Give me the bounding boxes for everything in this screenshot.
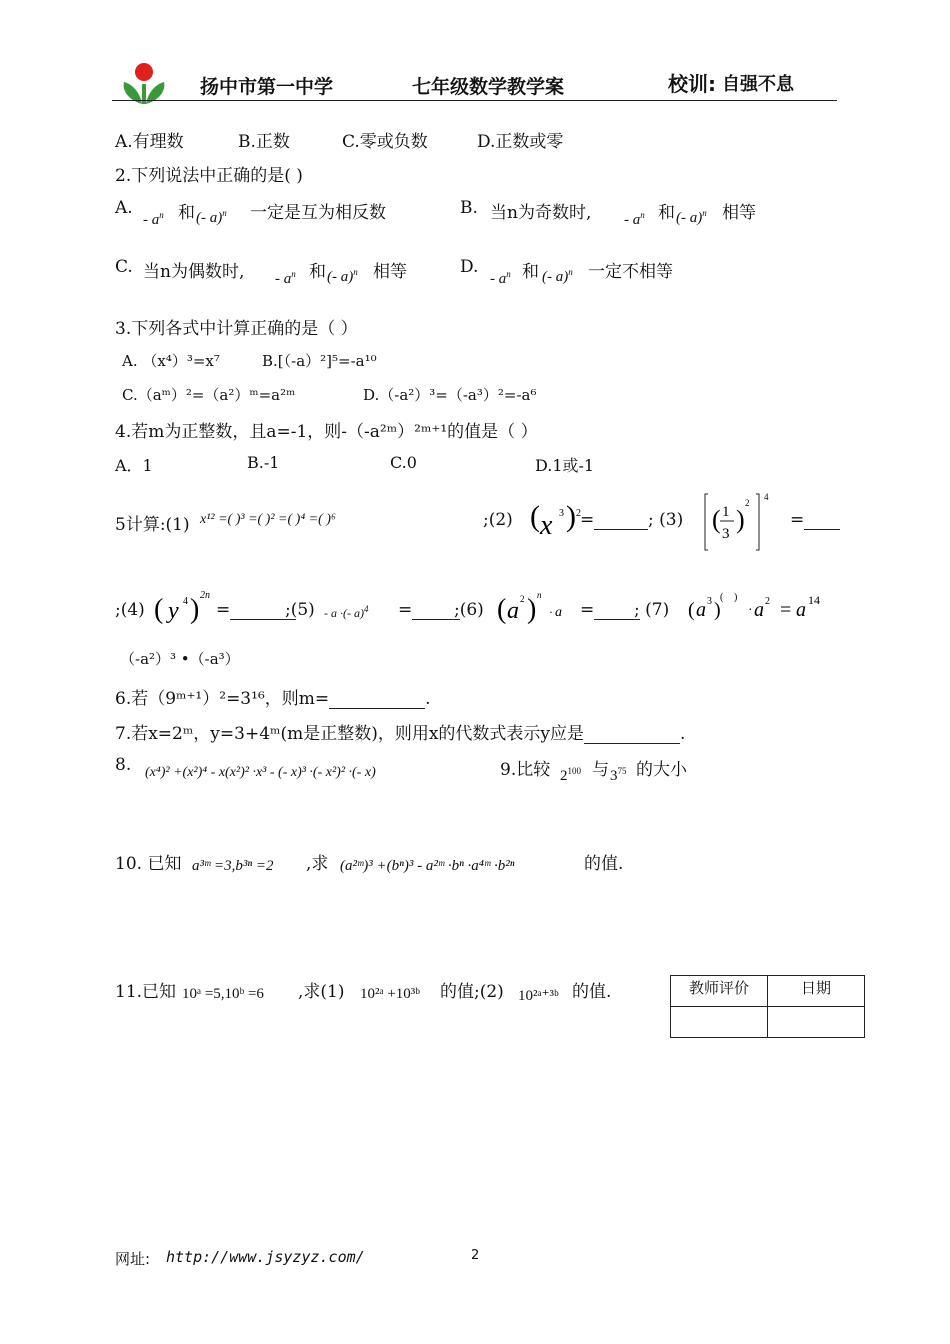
q4-option-a: A．1 (115, 456, 153, 475)
grade-table-date-cell[interactable] (768, 1007, 865, 1038)
q2-a-label: A. (115, 198, 133, 218)
q5-part5-label: ;(5) (285, 600, 315, 620)
q9-text1: 9.比较 (500, 760, 551, 780)
svg-text:4: 4 (183, 596, 188, 607)
q5-label: 5计算:(1) (115, 515, 190, 535)
logo-sun (135, 63, 153, 81)
q3-option-b: B.[（-a）²]⁵=-a¹⁰ (262, 352, 377, 370)
q2-c-he: 和 (309, 262, 326, 282)
q10-text1: 10. 已知 (115, 854, 182, 874)
svg-text:·: · (748, 603, 753, 618)
q6-blank[interactable] (329, 692, 425, 709)
svg-text:(: ( (497, 594, 507, 625)
q5-part4-label: ;(4) (115, 600, 145, 620)
q3-option-d: D.（-a²）³=（-a³）²=-a⁶ (363, 386, 537, 404)
q2-a-text: 一定是互为相反数 (250, 203, 386, 223)
grade-table-teacher-cell[interactable] (671, 1007, 768, 1038)
svg-text:): ) (190, 594, 200, 625)
q6-text: 6.若（9ᵐ⁺¹）²=3¹⁶，则m= . (115, 689, 431, 709)
q7-text: 7.若x=2ᵐ，y=3+4ᵐ(m是正整数)，则用x的代数式表示y应是 . (115, 724, 686, 744)
q5-part1-expr: x¹² =( )³ =( )² =( )⁴ =( )⁶ (200, 512, 336, 527)
svg-text:2n: 2n (200, 590, 210, 601)
q2-b-expr2: (- a)$^n$ (676, 208, 707, 226)
q8-label: 8. (115, 755, 132, 775)
svg-text:y: y (168, 598, 179, 624)
q2-d-label: D. (460, 257, 479, 277)
q3-option-a: A. （x⁴）³=x⁷ (122, 352, 220, 370)
q5-part2-label: ;(2) (483, 510, 513, 530)
svg-text:(: ( (688, 599, 695, 621)
svg-text:3: 3 (559, 508, 564, 519)
svg-text:2: 2 (745, 498, 750, 508)
svg-text:(: ( (720, 592, 724, 603)
q2-c-text2: 相等 (373, 262, 407, 282)
svg-text:a: a (796, 599, 806, 621)
q7-blank[interactable] (584, 727, 680, 744)
q5-part3-blank[interactable] (804, 513, 840, 530)
q10-text3: 的值. (584, 854, 624, 874)
q2-d-expr2: (- a)$^n$ (542, 267, 573, 285)
q5-part5-expr: - a ·(- a)$^4$ (324, 604, 369, 620)
q9-text2: 与 (592, 760, 609, 780)
header-motto: 自强不息 (722, 74, 794, 95)
svg-text:(: ( (530, 500, 540, 533)
svg-text:(: ( (712, 505, 721, 534)
header-motto-label: 校训: (668, 72, 716, 96)
header-rule (112, 100, 837, 101)
q5-part2-blank[interactable] (594, 513, 648, 530)
q9-text3: 的大小 (636, 760, 687, 780)
q5-part2-eq: = (580, 510, 648, 530)
q5-part6-eq: = (580, 600, 640, 620)
svg-text:3: 3 (722, 526, 730, 542)
q2-d-he: 和 (522, 262, 539, 282)
q5-line3: （-a²）³ •（-a³） (120, 650, 240, 668)
q2-b-he: 和 (658, 203, 675, 223)
q10-text2: ,求 (306, 854, 329, 874)
q2-c-expr2: (- a)$^n$ (327, 267, 358, 285)
grade-table-header-date: 日期 (768, 976, 865, 1007)
svg-text:n: n (537, 590, 542, 600)
q10-expr: (a²ᵐ)³ +(bⁿ)³ - a²ᵐ ·bⁿ ·a⁴ᵐ ·b²ⁿ (340, 858, 515, 874)
svg-text:1: 1 (722, 504, 730, 520)
q4-option-d: D.1或-1 (535, 456, 595, 475)
q5-part7-label: ; (7) (634, 600, 670, 620)
q1-option-a: A.有理数 (115, 132, 184, 152)
q4-stem: 4.若m为正整数，且a=-1，则-（-a²ᵐ）²ᵐ⁺¹的值是（ ） (115, 422, 538, 442)
svg-text:2: 2 (765, 596, 770, 607)
svg-text:x: x (540, 510, 553, 541)
svg-text:=: = (780, 599, 792, 621)
q5-part5-eq: = (398, 600, 460, 620)
q10-cond: a³ᵐ =3,b³ⁿ =2 (192, 858, 274, 874)
svg-text:·: · (549, 605, 553, 619)
q8-expr: (x⁴)² +(x²)⁴ - x(x²)² ·x³ - (- x)³ ·(- x²)² ·(- x) (145, 765, 376, 780)
svg-text:): ) (566, 500, 576, 533)
q9-expr2: $3^{75}$ (610, 766, 627, 784)
q2-b-expr1: - $a^n$ (624, 210, 645, 228)
svg-text:4: 4 (764, 492, 769, 502)
footer-url[interactable]: http://www.jsyzyz.com/ (166, 1248, 365, 1266)
q5-part3-label: ; (3) (648, 510, 684, 530)
q2-c-label: C. (115, 257, 133, 277)
q2-d-expr1: - $a^n$ (490, 269, 511, 287)
grade-table-header-teacher: 教师评价 (671, 976, 768, 1007)
q1-option-b: B.正数 (238, 132, 290, 152)
q1-option-c: C.零或负数 (342, 132, 428, 152)
q11-cond: 10ᵃ =5,10ᵇ =6 (182, 986, 264, 1002)
q2-c-text1: 当n为偶数时, (143, 262, 245, 282)
svg-text:): ) (734, 592, 738, 603)
svg-text:a: a (754, 599, 764, 621)
q2-b-label: B. (460, 198, 478, 218)
q5-part3-expr (704, 488, 776, 554)
q2-a-expr1: - $a^n$ (143, 210, 164, 228)
q9-expr1: $2^{100}$ (560, 766, 581, 784)
q5-part6-expr (497, 588, 577, 628)
svg-text:a: a (507, 598, 519, 624)
q2-a-he: 和 (178, 203, 195, 223)
q11-expr1: 10²ᵃ +10³ᵇ (360, 986, 420, 1002)
q11-text2: ,求(1) (298, 982, 345, 1002)
q3-option-c: C.（aᵐ）²=（a²）ᵐ=a²ᵐ (122, 386, 296, 404)
svg-text:(: ( (154, 594, 164, 625)
header-plan: 七年级数学教学案 (412, 76, 565, 98)
q2-c-expr1: - $a^n$ (275, 269, 296, 287)
svg-text:a: a (696, 599, 706, 621)
q4-option-c: C.0 (390, 453, 417, 472)
svg-text:): ) (736, 505, 745, 534)
q2-b-text1: 当n为奇数时, (490, 203, 592, 223)
footer-label: 网址: (115, 1250, 151, 1268)
q11-text4: 的值. (572, 982, 612, 1002)
grade-table (670, 975, 865, 1038)
svg-text:14: 14 (808, 593, 820, 607)
q5-part7-expr (688, 590, 838, 626)
q11-expr2: 10²ᵃ⁺³ᵇ (518, 988, 559, 1004)
svg-text:a: a (555, 605, 562, 620)
svg-text:2: 2 (576, 508, 581, 519)
header-school: 扬中市第一中学 (200, 76, 334, 98)
svg-text:): ) (527, 594, 537, 625)
q3-stem: 3.下列各式中计算正确的是（ ） (115, 319, 358, 339)
svg-text:3: 3 (707, 596, 712, 607)
q11-text1: 11.已知 (115, 982, 177, 1002)
q4-option-b: B.-1 (247, 453, 280, 472)
q5-part4-expr (154, 584, 218, 632)
logo-stem (142, 84, 146, 104)
q11-text3: 的值;(2) (440, 982, 504, 1002)
page-number: 2 (471, 1248, 480, 1263)
q5-part4-eq: = (216, 600, 296, 620)
q2-a-expr2: (- a)$^n$ (196, 208, 227, 226)
q5-part3-eq: = (790, 510, 840, 530)
q1-option-d: D.正数或零 (477, 132, 564, 152)
q2-d-text: 一定不相等 (588, 262, 673, 282)
q2-stem: 2.下列说法中正确的是( ) (115, 166, 303, 186)
svg-text:2: 2 (520, 594, 525, 604)
q5-part6-label: ;(6) (454, 600, 484, 620)
svg-text:): ) (714, 599, 721, 621)
q2-b-text2: 相等 (722, 203, 756, 223)
